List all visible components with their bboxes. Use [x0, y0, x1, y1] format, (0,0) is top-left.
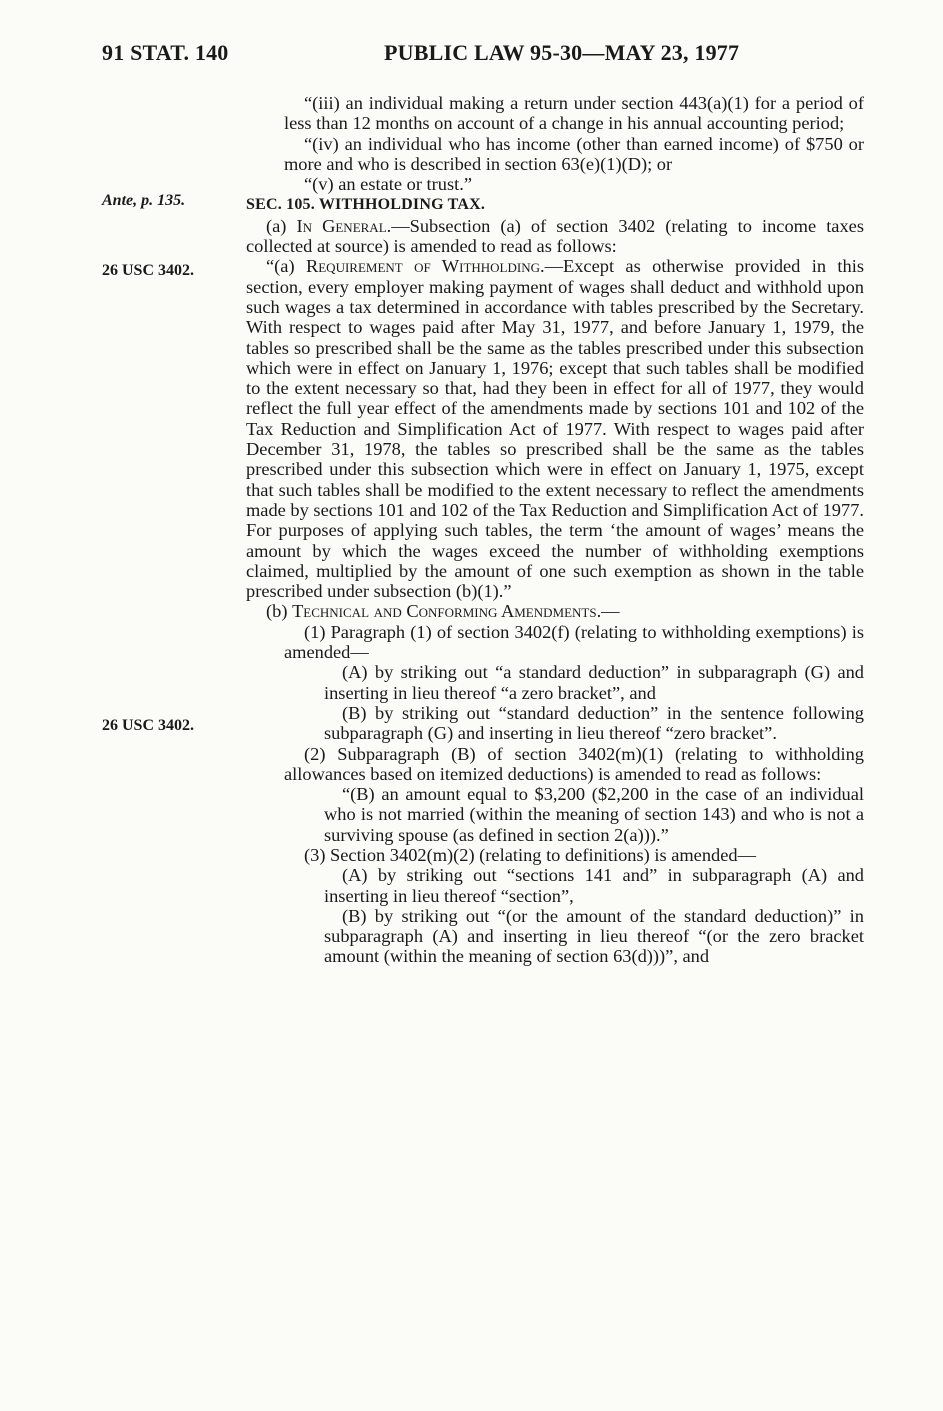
paragraph-1: (1) Paragraph (1) of section 3402(f) (relating to withholding exemptions) is amended— [284, 621, 864, 663]
subsection-b-tail: .— [596, 601, 620, 622]
subsection-b-label: (b) [266, 601, 288, 622]
subsection-b [246, 601, 864, 621]
statute-body [246, 93, 864, 967]
quoted-a-label: “(a) [266, 256, 295, 277]
clause-iii: “(iii) an individual making a return under section 443(a)(1) for a period of less than 12 months on account of a change in his annual accounting period; [284, 93, 864, 134]
margin-note-ante [102, 192, 185, 210]
paragraph-2: (2) Subparagraph (B) of section 3402(m)(1) (relating to withholding allowances based on itemized deductions) is amended to read as follows: [284, 743, 864, 784]
paragraph-3-b: (B) by striking out “(or the amount of the standard deduction)” in subparagraph (A) and inserting in lieu thereof “(or the zero bracket amount (within the meaning of section 63(d)))”, and [324, 905, 864, 967]
page-header [0, 40, 943, 70]
margin-note-usc-a: 26 USC 3402. [102, 262, 195, 279]
paragraph-3: (3) Section 3402(m)(2) (relating to definitions) is amended— [304, 844, 756, 865]
clause-v: “(v) an estate or trust.” [304, 174, 472, 195]
subsection-a-caption: In General [296, 215, 387, 236]
quoted-a-text: .—Except as otherwise provided in this section, every employer making payment of wages shall deduct and withhold upon such wages a tax determined in accordance with tables prescribed by the Secretary. With respect to wages paid after May 31, 1977, and before January 1, 1979, the tables so prescribed shall be the same as the tables prescribed under this subsection which were in effect on January 1, 1976; except that such tables shall be modified to the extent necessary so that, had they been in effect for all of 1977, they would reflect the full year effect of the amendments made by sections 101 and 102 of the Tax Reduction and Simplification Act of 1977. With respect to wages paid after December 31, 1978, the tables so prescribed shall be the same as the tables prescribed under this subsection which were in effect on January 1, 1975, except that such tables shall be modified to the extent necessary to reflect the amendments made by sections 101 and 102 of the Tax Reduction and Simplification Act of 1977. For purposes of applying such tables, the term ‘the amount of wages’ means the amount by which the wages exceed the number of withholding exemptions claimed, multiplied by the amount of one such exemption as shown in the table prescribed under subsection (b)(1).” [246, 256, 864, 602]
quoted-subsection-a [246, 256, 864, 601]
stat-page-number: 91 STAT. 140 [102, 40, 229, 65]
subsection-a [246, 216, 864, 257]
margin-note-usc-b: 26 USC 3402. [102, 717, 195, 734]
clause-iv: “(iv) an individual who has income (other than earned income) of $750 or more and who is described in section 63(e)(1)(D); or [284, 133, 864, 174]
margin-note-ante-text: Ante, p. 135. [102, 192, 186, 209]
subsection-a-label: (a) [266, 215, 287, 236]
paragraph-3-a: (A) by striking out “sections 141 and” in subparagraph (A) and inserting in lieu thereof “section”, [324, 865, 864, 906]
paragraph-1-b: (B) by striking out “standard deduction” in the sentence following subparagraph (G) and inserting in lieu thereof “zero bracket”. [324, 702, 864, 744]
subsection-b-caption: Technical and Conforming Amendments [292, 601, 597, 622]
paragraph-1-a: (A) by striking out “a standard deduction” in subparagraph (G) and inserting in lieu thereof “a zero bracket”, and [324, 662, 864, 703]
paragraph-2-b: “(B) an amount equal to $3,200 ($2,200 in the case of an individual who is not married (within the meaning of section 143) and who is not a surviving spouse (as defined in section 2(a))).” [324, 784, 864, 845]
subsection-a-text: .—Subsection (a) of section 3402 (relating to income taxes collected at source) is amended to read as follows: [246, 215, 864, 257]
quoted-a-caption: Requirement of Withholding [305, 256, 540, 277]
running-title: PUBLIC LAW 95-30—MAY 23, 1977 [384, 40, 740, 65]
section-heading: SEC. 105. WITHHOLDING TAX. [246, 196, 486, 214]
